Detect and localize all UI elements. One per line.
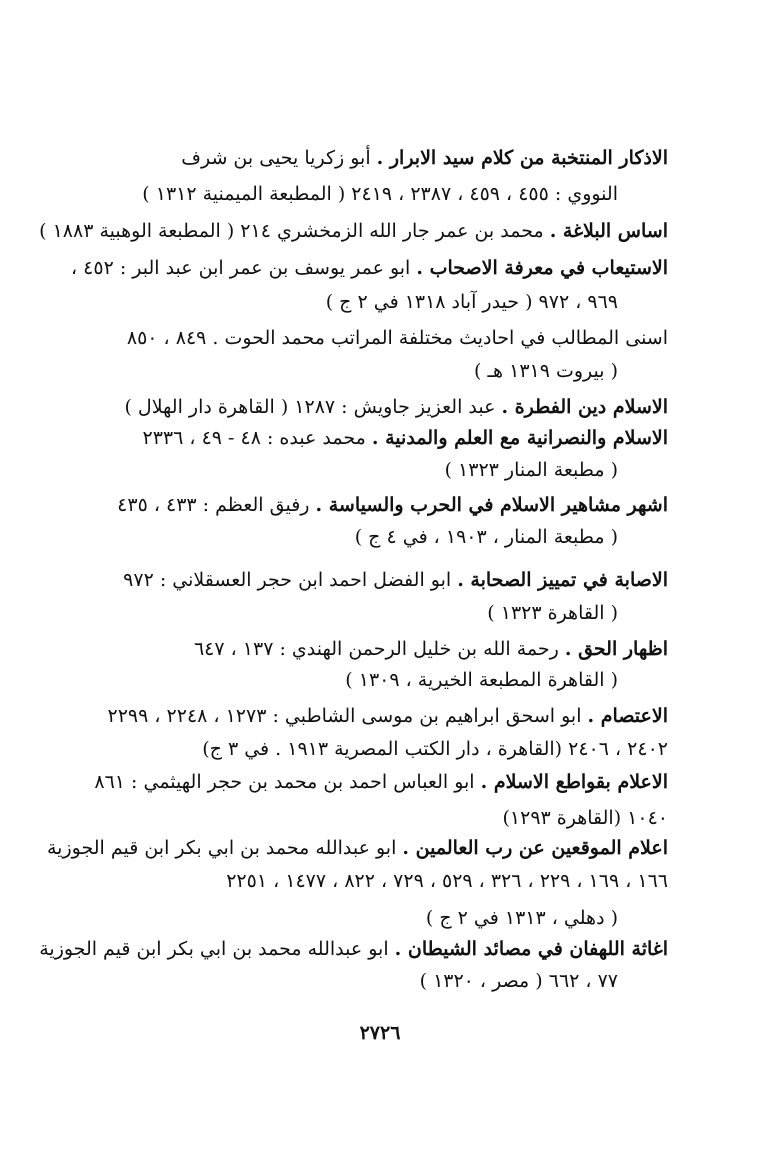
entry-asas-al-balagha [39, 216, 668, 246]
entry-al-islam-wal-nasraniya-line-2: ( مطبعة المنار ١٣٢٣ ) [444, 459, 618, 481]
entry-al-istiab-line-2: ٩٦٩ ، ٩٧٢ ( حيدر آباد ١٣١٨ في ٢ ج ) [325, 291, 618, 313]
entry-al-ilam-line-1 [94, 767, 668, 797]
entry-al-istiab-line-1 [70, 253, 668, 283]
entry-ighathat-al-lahfan-line-1 [39, 934, 668, 964]
entry-title: الاصابة في تمييز الصحابة . [457, 569, 668, 591]
entry-ashhar-mashahir-line-1 [108, 490, 668, 520]
entry-al-itisam-line-2: ٢٤٠٢ ، ٢٤٠٦ (القاهرة ، دار الكتب المصرية ١٩١٣ . في ٣ ج) [202, 738, 668, 760]
entry-title: اغاثة اللهفان في مصائد الشيطان . [394, 938, 668, 960]
entry-ilam-al-muwaqqiin-line-2: ١٦٦ ، ١٦٩ ، ٢٢٩ ، ٣٢٦ ، ٥٢٩ ، ٧٢٩ ، ٨٢٢ ، ١٤٧٧ ، ٢٢٥١ [226, 870, 668, 892]
entry-al-isaba-line-2: ( القاهرة ١٣٢٣ ) [487, 602, 618, 624]
entry-izhar-al-haqq-line-2: ( القاهرة المطبعة الخيرية ، ١٣٠٩ ) [345, 669, 618, 691]
entry-title: اساس البلاغة . [549, 220, 668, 242]
entry-ilam-al-muwaqqiin-line-3: ( دهلي ، ١٣١٣ في ٢ ج ) [425, 907, 618, 929]
entry-text: ابو عبدالله محمد بن ابي بكر ابن قيم الجوزية [46, 837, 403, 859]
entry-text: محمد الحوت . ٨٤٩ ، ٨٥٠ [126, 327, 331, 349]
entry-izhar-al-haqq-line-1 [108, 634, 668, 664]
entry-al-ilam-line-2: ١٠٤٠ (القاهرة ١٢٩٣) [502, 807, 668, 829]
entry-text: ابو اسحق ابراهيم بن موسى الشاطبي : ١٢٧٣ ، ٢٢٤٨ ، ٢٢٩٩ [107, 705, 588, 727]
entry-ighathat-al-lahfan-line-2: ٧٧ ، ٦٦٢ ( مصر ، ١٣٢٠ ) [419, 970, 618, 992]
entry-text: ابو الفضل احمد ابن حجر العسقلاني : ٩٧٢ [123, 569, 458, 591]
entry-al-itisam-line-1 [108, 701, 668, 731]
entry-ilam-al-muwaqqiin-line-1 [46, 833, 668, 863]
entry-title: الاسلام والنصرانية مع العلم والمدنية . [371, 427, 668, 449]
entry-al-isaba-line-1 [108, 565, 668, 595]
entry-title: اظهار الحق . [564, 638, 668, 660]
entry-title: الاعتصام . [587, 705, 668, 727]
entry-al-islam-wal-nasraniya-line-1 [108, 423, 668, 453]
entry-title: اسنى المطالب في احاديث مختلفة المراتب [331, 327, 668, 349]
page-number: ٢٧٢٦ [359, 1022, 401, 1044]
entry-text: ابو عبدالله محمد بن ابي بكر ابن قيم الجوزية [39, 938, 395, 960]
entry-text: ابو العباس احمد بن محمد بن حجر الهيثمي : ٨٦١ [94, 771, 481, 793]
entry-asna-al-matalib-line-1 [108, 323, 668, 353]
entry-text: محمد عبده : ٤٨ - ٤٩ ، ٢٣٣٦ [142, 427, 372, 449]
entry-text: رحمة الله بن خليل الرحمن الهندي : ١٣٧ ، ٦٤٧ [193, 638, 565, 660]
entry-title: الاسلام دين الفطرة . [501, 396, 668, 418]
entry-text: رفيق العظم : ٤٣٣ ، ٤٣٥ [117, 494, 316, 516]
entry-al-adhkar-line-1 [108, 143, 668, 173]
entry-title: الاذكار المنتخبة من كلام سيد الابرار . [376, 147, 668, 169]
entry-al-adhkar-line-2: النووي : ٤٥٥ ، ٤٥٩ ، ٢٣٨٧ ، ٢٤١٩ ( المطبعة الميمنية ١٣١٢ ) [142, 183, 618, 205]
entry-text: محمد بن عمر جار الله الزمخشري ٢١٤ ( المطبعة الوهبية ١٨٨٣ ) [39, 220, 550, 242]
entry-title: الاستيعاب في معرفة الاصحاب . [416, 257, 668, 279]
entry-asna-al-matalib-line-2: ( بيروت ١٣١٩ هـ ) [474, 360, 618, 382]
entry-al-islam-din-al-fitra [108, 392, 668, 422]
entry-ashhar-mashahir-line-2: ( مطبعة المنار ، ١٩٠٣ ، في ٤ ج ) [354, 526, 618, 548]
entry-text: ابو عمر يوسف بن عمر ابن عبد البر : ٤٥٢ ، [70, 257, 417, 279]
entry-text: عبد العزيز جاويش : ١٢٨٧ ( القاهرة دار الهلال ) [124, 396, 502, 418]
entry-title: اعلام الموقعين عن رب العالمين . [402, 837, 668, 859]
entry-title: الاعلام بقواطع الاسلام . [480, 771, 668, 793]
entry-title: اشهر مشاهير الاسلام في الحرب والسياسة . [315, 494, 668, 516]
entry-text: أبو زكريا يحيى بن شرف [181, 147, 377, 169]
